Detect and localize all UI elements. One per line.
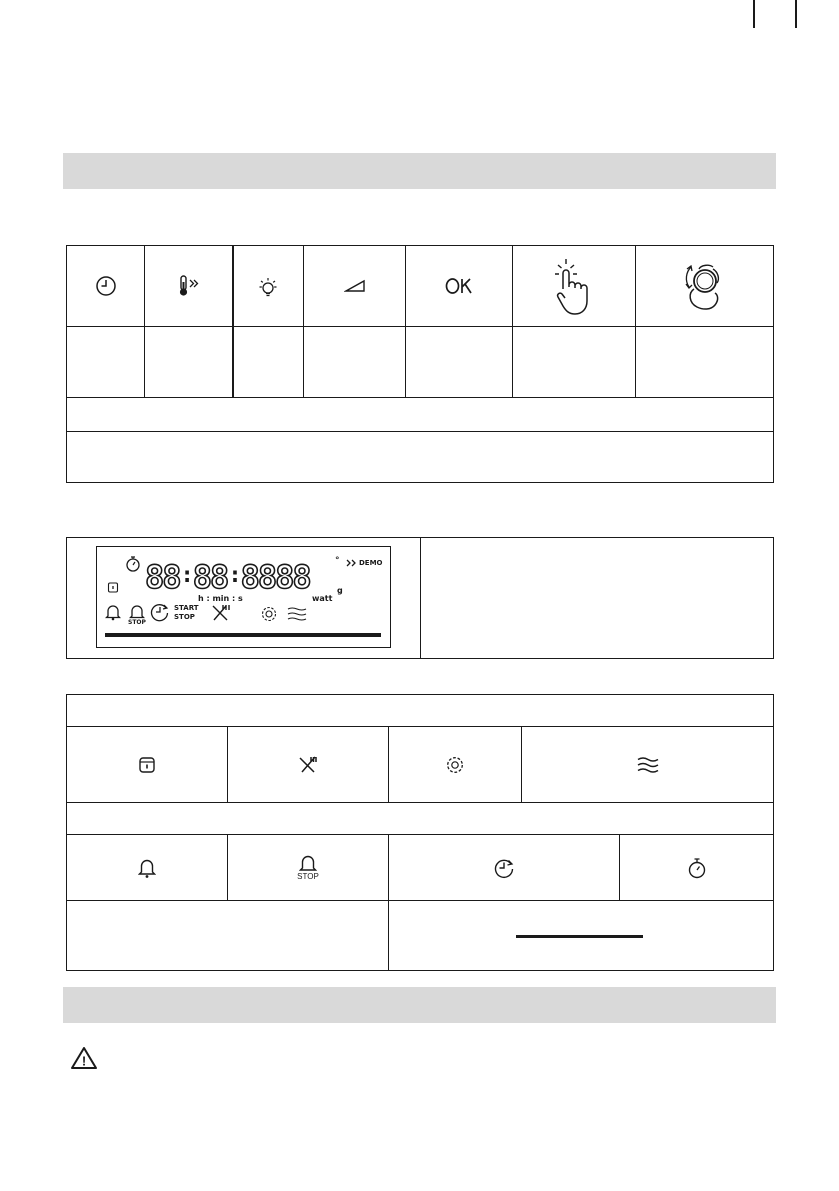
fast-heat-arrows-icon bbox=[346, 559, 358, 567]
lcd-start-label: START bbox=[174, 604, 199, 612]
lock-icon bbox=[67, 756, 227, 774]
display-description-cell bbox=[421, 538, 774, 659]
progress-bar-symbol bbox=[516, 935, 643, 938]
control-panel-table bbox=[66, 245, 774, 483]
gear-icon bbox=[389, 755, 521, 775]
warning-symbol: ! bbox=[81, 1053, 87, 1069]
lcd-fork-knife-icon bbox=[210, 603, 230, 623]
display-symbols-table bbox=[66, 694, 774, 971]
lcd-bell-icon bbox=[105, 603, 121, 621]
section-header-bar-2 bbox=[63, 987, 776, 1023]
ok-icon-cell bbox=[406, 246, 513, 327]
warning-icon bbox=[70, 1046, 98, 1070]
steam-icon bbox=[522, 757, 773, 773]
timer-icon bbox=[125, 555, 141, 573]
edge-line-right bbox=[795, 0, 797, 28]
lcd-time-units: h : min : s bbox=[198, 594, 243, 603]
lcd-bell-stop-icon bbox=[129, 603, 145, 619]
lcd-demo-label: DEMO bbox=[359, 559, 383, 567]
timer-symbol-cell bbox=[620, 835, 774, 901]
lcd-watt-label: watt bbox=[312, 594, 333, 603]
fork-knife-symbol-cell bbox=[228, 727, 389, 803]
lock-symbol-cell bbox=[67, 727, 228, 803]
timer-icon bbox=[620, 857, 773, 879]
lcd-digits: 88:88:8888 bbox=[145, 558, 310, 596]
rotate-knob-icon bbox=[636, 255, 773, 317]
lcd-stop-label: STOP bbox=[174, 613, 195, 621]
clock-arrow-icon bbox=[389, 857, 619, 879]
bell-stop-icon bbox=[228, 854, 388, 872]
lcd-progress-bar bbox=[105, 633, 381, 637]
lcd-digits-minutes: 88 bbox=[192, 558, 228, 596]
triangle-desc-cell bbox=[304, 327, 406, 398]
knob-icon-cell bbox=[636, 246, 774, 327]
clock-arrow-symbol-cell bbox=[389, 835, 620, 901]
clock-icon-cell bbox=[67, 246, 145, 327]
bell-stop-label: STOP bbox=[297, 872, 319, 881]
section-header-bar-1 bbox=[63, 153, 776, 189]
lcd-display bbox=[96, 546, 391, 648]
lamp-icon-cell bbox=[233, 246, 304, 327]
lcd-bell-stop-label: STOP bbox=[128, 619, 146, 626]
triangle-icon-cell bbox=[304, 246, 406, 327]
bell-icon bbox=[67, 857, 227, 879]
lcd-gram-label: g bbox=[337, 586, 343, 595]
triangle-icon bbox=[304, 279, 405, 293]
lcd-lock-icon bbox=[107, 581, 119, 593]
lcd-steam-icon bbox=[287, 607, 307, 621]
lcd-clock-arrow-icon bbox=[150, 602, 170, 622]
symbols-heading-row-2 bbox=[67, 803, 774, 835]
lamp-icon bbox=[234, 274, 304, 298]
lcd-digits-rest: 8888 bbox=[240, 558, 310, 596]
knob-desc-cell bbox=[636, 327, 774, 398]
control-note-row-1 bbox=[67, 398, 774, 432]
lamp-desc-cell bbox=[233, 327, 304, 398]
thermometer-desc-cell bbox=[145, 327, 233, 398]
symbols-heading-row-1 bbox=[67, 695, 774, 727]
lcd-gear-icon bbox=[260, 605, 278, 623]
symbols-bottom-left-cell bbox=[67, 901, 389, 971]
touch-desc-cell bbox=[513, 327, 636, 398]
touch-hand-icon bbox=[513, 255, 635, 317]
steam-symbol-cell bbox=[522, 727, 774, 803]
fork-knife-icon bbox=[228, 756, 388, 774]
edge-line-left bbox=[753, 0, 755, 28]
control-note-row-2 bbox=[67, 432, 774, 483]
bell-stop-symbol-cell bbox=[228, 835, 389, 901]
bell-symbol-cell bbox=[67, 835, 228, 901]
clock-desc-cell bbox=[67, 327, 145, 398]
gear-symbol-cell bbox=[389, 727, 522, 803]
touch-icon-cell bbox=[513, 246, 636, 327]
thermometer-fast-heat-icon bbox=[145, 274, 232, 298]
clock-icon bbox=[67, 275, 144, 297]
ok-icon bbox=[406, 277, 512, 295]
lcd-digits-hours: 88 bbox=[145, 558, 180, 596]
ok-desc-cell bbox=[406, 327, 513, 398]
lcd-degree: ° bbox=[335, 556, 340, 566]
thermometer-icon-cell bbox=[145, 246, 233, 327]
